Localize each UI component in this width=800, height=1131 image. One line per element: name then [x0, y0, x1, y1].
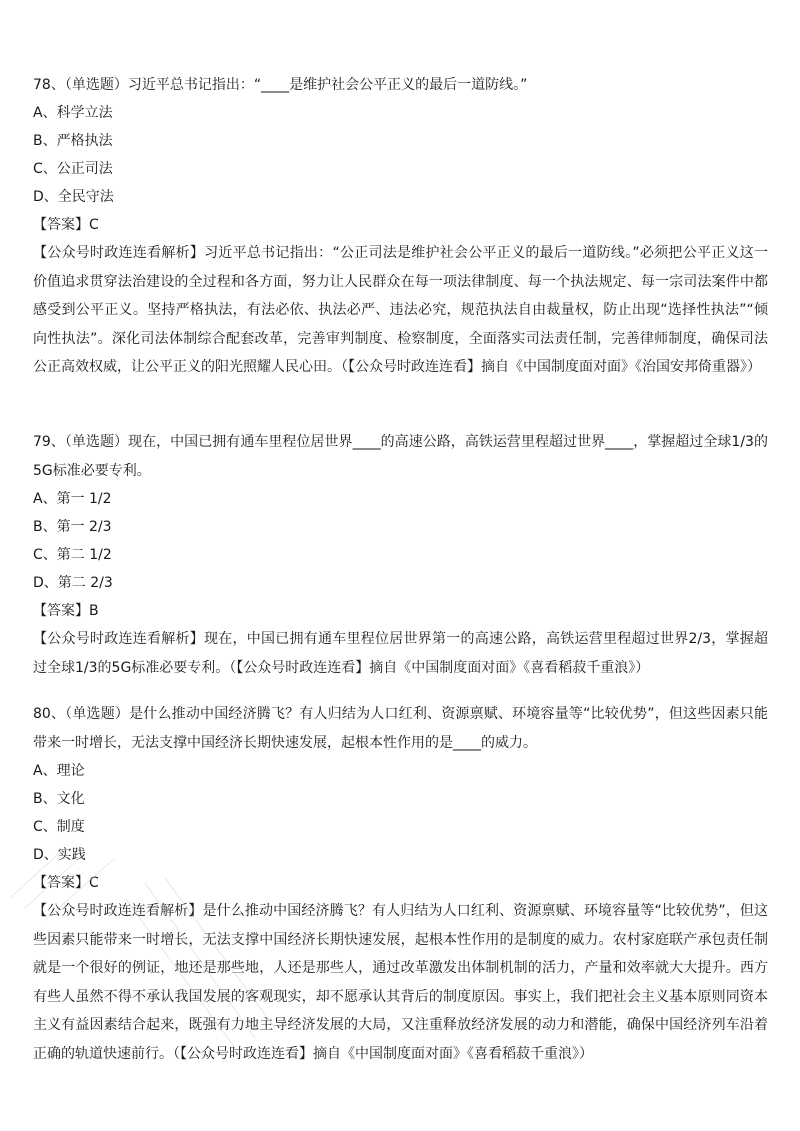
question-stem: 79、（单选题）现在，中国已拥有通车里程位居世界____的高速公路，高铁运营里程超过世界____，掌握超过全球1/3的5G标准必要专利。	[33, 434, 768, 479]
answer: 【答案】B	[33, 603, 99, 619]
option-d: D、全民守法	[33, 189, 114, 205]
question-79	[33, 428, 768, 682]
option-c: C、公正司法	[33, 161, 113, 177]
option-a: A、理论	[33, 763, 85, 779]
option-d: D、第二 2/3	[33, 575, 113, 591]
option-c: C、制度	[33, 819, 85, 835]
analysis: 【公众号时政连连看解析】是什么推动中国经济腾飞？有人归结为人口红利、资源禀赋、环境容量等“比较优势”，但这些因素只能带来一时增长，无法支撑中国经济长期快速发展，起根本性作用的是制度的威力。农村家庭联产承包责任制就是一个很好的例证，地还是那些地，人还是那些人，通过改革激发出体制机制的活力，产量和效率就大大提升。西方有些人虽然不得不承认我国发展的客观现实，却不愿承认其背后的制度原因。事实上，我们把社会主义基本原则同资本主义有益因素结合起来，既强有力地主导经济发展的大局，又注重释放经济发展的动力和潜能，确保中国经济列车沿着正确的轨道快速前行。（【公众号时政连连看】摘自《中国制度面对面》《喜看稻菽千重浪》）	[33, 903, 768, 1062]
option-a: A、第一 1/2	[33, 491, 112, 507]
analysis: 【公众号时政连连看解析】现在，中国已拥有通车里程位居世界第一的高速公路，高铁运营里程超过世界2/3，掌握超过全球1/3的5G标准必要专利。（【公众号时政连连看】摘自《中国制度面对面》《喜看稻菽千重浪》）	[33, 631, 768, 676]
answer: 【答案】C	[33, 875, 99, 891]
option-a: A、科学立法	[33, 105, 113, 121]
option-b: B、文化	[33, 791, 85, 807]
option-d: D、实践	[33, 847, 86, 863]
option-b: B、严格执法	[33, 133, 113, 149]
option-c: C、第二 1/2	[33, 547, 112, 563]
question-stem: 78、（单选题）习近平总书记指出：“____是维护社会公平正义的最后一道防线。”	[33, 77, 528, 93]
question-stem: 80、（单选题）是什么推动中国经济腾飞？有人归结为人口红利、资源禀赋、环境容量等“比较优势”，但这些因素只能带来一时增长，无法支撑中国经济长期快速发展，起根本性作用的是____的威力。	[33, 706, 768, 751]
option-b: B、第一 2/3	[33, 519, 112, 535]
question-80	[33, 700, 768, 1068]
answer: 【答案】C	[33, 217, 99, 233]
question-78	[33, 71, 768, 382]
analysis: 【公众号时政连连看解析】习近平总书记指出：“公正司法是维护社会公平正义的最后一道防线。”必须把公平正义这一价值追求贯穿法治建设的全过程和各方面，努力让人民群众在每一项法律制度、每一个执法规定、每一宗司法案件中都感受到公平正义。坚持严格执法，有法必依、执法必严、违法必究，规范执法自由裁量权，防止出现“选择性执法”“倾向性执法”。深化司法体制综合配套改革，完善审判制度、检察制度，全面落实司法责任制，完善律师制度，确保司法公正高效权威，让公平正义的阳光照耀人民心田。（【公众号时政连连看】摘自《中国制度面对面》《治国安邦倚重器》）	[33, 245, 768, 375]
